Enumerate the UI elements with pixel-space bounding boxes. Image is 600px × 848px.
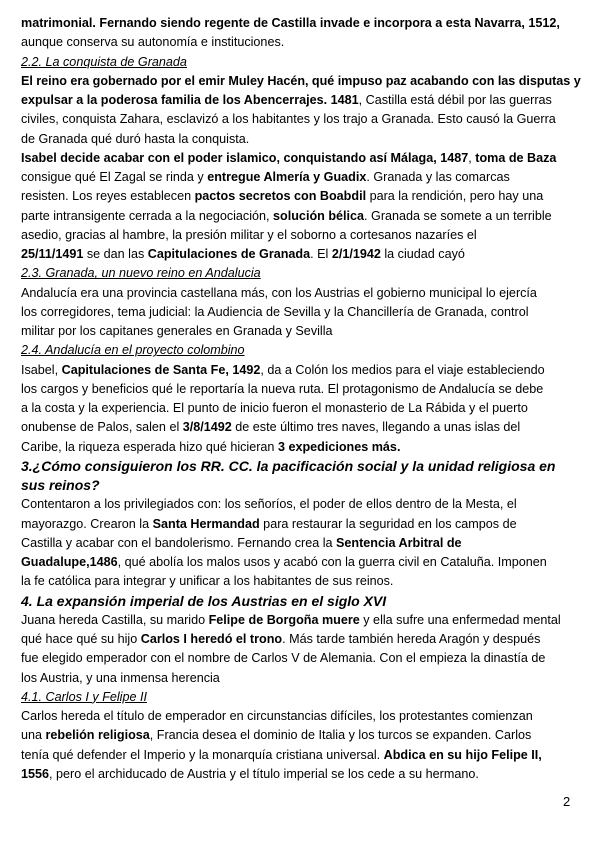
section-heading [21,476,581,495]
text-run: consigue qué El Zagal se rinda y [21,170,208,184]
bold-text: Capitulaciones de Granada [147,247,311,261]
text-run: 2.3. Granada, un nuevo reino en Andalucia [21,266,261,281]
text-run: Caribe, la riqueza esperada hizo qué hicieran [21,439,278,454]
text-run: mayorazgo. Crearon la [21,516,153,531]
text-line [21,110,581,129]
bold-text: 3 expediciones más. [277,439,401,454]
text-line [21,534,581,553]
text-run: Contentaron a los privilegiados con: los señoríos, el poder de ellos dentro de la Mesta, el [21,497,517,512]
text-run: resisten. Los reyes establecen [21,189,195,204]
text-run: militar por los capitanes generales en Granada y Sevilla [21,324,333,338]
text-line [21,33,581,52]
text-run: a la costa y la experiencia. El punto de inicio fueron el monasterio de La Rábida y el puerto [21,401,528,415]
subsection-heading [21,341,581,360]
bold-text: Felipe de Borgoña muere [208,612,360,627]
bold-text: Carlos I heredó el trono [140,632,283,646]
text-run: Isabel, [21,362,62,377]
text-run: , qué abolía los malos usos y acabó con la guerra civil en Cataluña. Imponen [117,555,547,569]
text-line [21,495,581,514]
text-run: asedio, gracias al hambre, la presión militar y el soborno a cortesanos nazaríes el [21,227,477,242]
text-line [21,303,581,322]
text-run: qué hace qué su hijo [21,632,141,646]
text-line [21,630,581,649]
text-line [21,611,581,630]
bold-text: Santa Hermandad [152,516,260,531]
text-run: 4. La expansión imperial de los Austrias en el siglo XVI [21,592,387,609]
text-run: Andalucía era una provincia castellana más, con los Austrias el gobierno municipal lo ejercía [21,285,537,300]
text-run: , pero el archiducado de Austria y el título imperial se los cede a su hermano. [49,766,479,781]
text-run: 2.2. La conquista de Granada [21,54,187,69]
page-number: 2 [563,794,571,809]
bold-text: Sentencia Arbitral de [336,535,462,550]
text-line [21,380,581,399]
text-line [21,149,581,168]
text-run: , Castilla está débil por las guerras [358,93,552,107]
text-run: una [21,728,46,743]
text-line [21,207,581,226]
text-line [21,707,581,726]
document-page [21,14,581,784]
text-line [21,669,581,688]
text-line [21,418,581,437]
text-run: Carlos hereda el título de emperador en circunstancias difíciles, los protestantes comienzan [21,709,533,723]
bold-text: expulsar a la poderosa familia de los Abencerrajes. 1481 [21,93,359,107]
text-line [21,399,581,418]
text-run: para restaurar la seguridad en los campos de [259,516,517,531]
bold-text: rebelión religiosa [45,728,150,743]
bold-text: 2/1/1942 [331,247,381,261]
text-line [21,226,581,245]
text-line [21,572,581,591]
section-heading [21,457,581,476]
text-line [21,515,581,534]
text-run: los corregidores, tema judicial: la Audiencia de Sevilla y la Chancillería de Granada, control [21,304,529,319]
text-line [21,726,581,745]
bold-text: solución bélica [273,208,365,223]
text-line [21,553,581,572]
bold-text: 3/8/1492 [182,420,232,435]
text-run: onubense de Palos, salen el [21,420,183,435]
bold-text: matrimonial. Fernando siendo regente de Castilla invade e incorpora a esta Navarra, 1512, [21,16,560,30]
text-line [21,72,581,91]
text-run: 2.4. Andalucía en el proyecto colombino [21,343,245,358]
text-run: la fe católica para integrar y unificar a los habitantes de sus reinos. [21,574,394,589]
text-run: para la rendición, pero hay una [366,189,544,204]
text-run: los cargos y beneficios qué le reportaría la nueva ruta. El protagonismo de Andalucía se debe [21,381,544,396]
text-run: . El [310,247,332,261]
text-run: , da a Colón los medios para el viaje estableciendo [260,362,545,377]
text-run: tenía qué defender el Imperio y la monarquía cristiana universal. [21,747,384,762]
text-line [21,361,581,380]
text-line [21,649,581,668]
bold-text: Isabel decide acabar con el poder islamico, conquistando así Málaga, 1487 [21,150,469,165]
bold-text: toma de Baza [475,150,557,165]
bold-text: 25/11/1491 [21,247,84,261]
text-line [21,130,581,149]
text-line [21,322,581,341]
subsection-heading [21,688,581,707]
text-run: , [468,150,476,165]
text-line [21,438,581,457]
subsection-heading [21,53,581,72]
text-run: civiles, conquista Zahara, esclavizó a los habitantes y los trajo a Granada. Esto causó la Guerra [21,112,556,127]
text-run: de Granada qué duró hasta la conquista. [21,131,250,146]
bold-text: 1556 [21,766,50,781]
text-line [21,245,581,264]
text-line [21,765,581,784]
text-run: Juana hereda Castilla, su marido [21,612,209,627]
bold-text: El reino era gobernado por el emir Muley Hacén, qué impuso paz acabando con las disputas y [21,73,581,88]
text-run: de este último tres naves, llegando a unas islas del [231,420,521,435]
text-run: . Granada y las comarcas [366,170,510,184]
text-run: Castilla y acabar con el bandolerismo. Fernando crea la [21,535,337,550]
text-run: sus reinos? [21,477,100,493]
text-line [21,91,581,110]
text-line [21,168,581,187]
bold-text: pactos secretos con Boabdil [194,189,367,204]
text-run: se dan las [83,247,148,261]
text-run: . Granada se somete a un terrible [364,208,552,223]
text-run: aunque conserva su autonomía e instituciones. [21,35,285,50]
text-run: la ciudad cayó [380,247,465,261]
bold-text: Capitulaciones de Santa Fe, 1492 [61,362,261,377]
bold-text: Guadalupe,1486 [21,555,118,569]
text-run: , Francia desea el dominio de Italia y los turcos se expanden. Carlos [149,728,532,743]
text-run: fue elegido emperador con el nombre de Carlos V de Alemania. Con el empieza la dinastía de [21,651,546,666]
text-line [21,284,581,303]
text-run: y ella sufre una enfermedad mental [359,612,561,627]
text-line [21,187,581,206]
text-line [21,14,581,33]
text-run: parte intransigente cerrada a la negociación, [21,208,274,223]
text-run: . Más tarde también hereda Aragón y después [282,632,541,646]
text-line [21,746,581,765]
subsection-heading [21,264,581,283]
section-heading [21,592,581,611]
text-run: 3.¿Cómo consiguieron los RR. CC. la pacificación social y la unidad religiosa en [21,457,556,474]
bold-text: Abdica en su hijo Felipe II, [383,747,542,762]
bold-text: entregue Almería y Guadix [207,170,367,184]
text-run: los Austria, y una inmensa herencia [21,670,220,685]
text-run: 4.1. Carlos I y Felipe II [21,689,147,704]
